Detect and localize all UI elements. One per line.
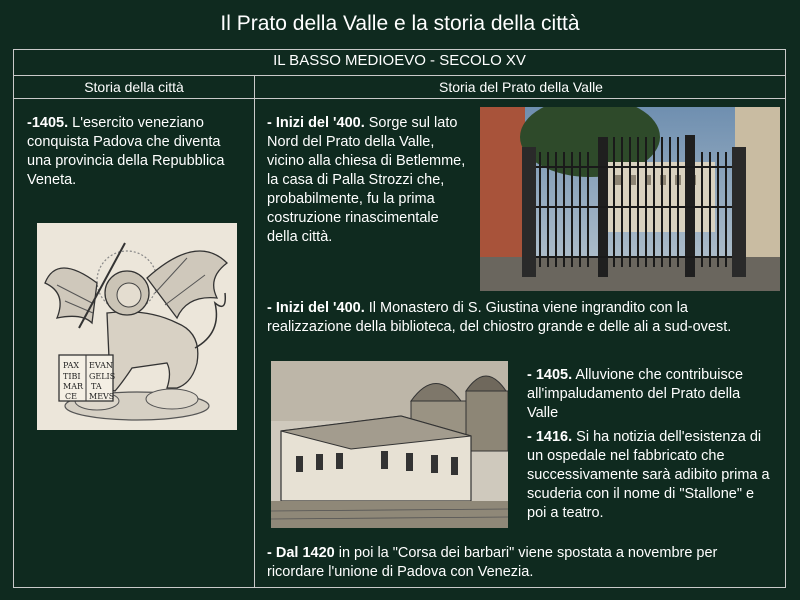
table-divider (14, 98, 785, 99)
entry-text: Si ha notizia dell'esistenza di un ospedale nel fabbricato che successivamente sarà adibito prima a scuderia con il nome di "Stallone" e poi a teatro. (527, 429, 770, 521)
iron-gate-photo (480, 107, 780, 291)
entry-text: Sorge sul lato Nord del Prato della Valle, vicino alla chiesa di Betlemme, la casa di Palla Strozzi che, probabilmente, fu la prima costruzione rinascimentale della città. (267, 115, 466, 245)
book-text: CE (65, 392, 77, 401)
prato-entry-alluvione (527, 366, 772, 423)
entry-text: Alluvione che contribuisce all'impaludamento del Prato della Valle (527, 367, 744, 421)
column-divider (254, 76, 255, 587)
entry-text: in poi la "Corsa dei barbari" viene spostata a novembre per ricordare l'unione di Padova con Venezia. (267, 545, 718, 580)
prato-entry-monastero (267, 299, 737, 337)
column-header-city: Storia della città (84, 79, 184, 95)
book-text: TA (91, 382, 102, 391)
entry-date: - 1416. (527, 429, 573, 445)
entry-date: - Dal 1420 (267, 545, 335, 561)
table-divider (14, 75, 785, 76)
book-text: MAR (63, 382, 83, 391)
book-text: GELIS (89, 372, 116, 381)
book-text: MEVS (89, 392, 115, 401)
book-text: EVAN (89, 361, 113, 370)
period-subtitle: IL BASSO MEDIOEVO - SECOLO XV (273, 52, 526, 69)
entry-date: -1405. (27, 115, 69, 131)
book-text: TIBI (63, 372, 81, 381)
old-building-engraving (271, 361, 508, 528)
entry-date: - 1405. (527, 367, 573, 383)
city-entry-1405 (27, 114, 237, 190)
entry-text: L'esercito veneziano conquista Padova che diventa una provincia della Repubblica Veneta. (27, 115, 225, 188)
book-text: PAX (63, 361, 80, 370)
prato-entry-strozzi (267, 114, 472, 247)
page-title: Il Prato della Valle e la storia della città (220, 12, 580, 35)
prato-entry-ospedale (527, 428, 777, 523)
entry-date: - Inizi del '400. (267, 115, 365, 131)
entry-text: Il Monastero di S. Giustina viene ingrandito con la realizzazione della biblioteca, del chiostro grande e delle ali a sud-ovest. (267, 300, 732, 335)
entry-date: - Inizi del '400. (267, 300, 365, 316)
lion-of-st-mark-image (37, 223, 237, 430)
column-header-prato: Storia del Prato della Valle (439, 79, 603, 95)
prato-entry-corsa-barbari (267, 544, 767, 582)
